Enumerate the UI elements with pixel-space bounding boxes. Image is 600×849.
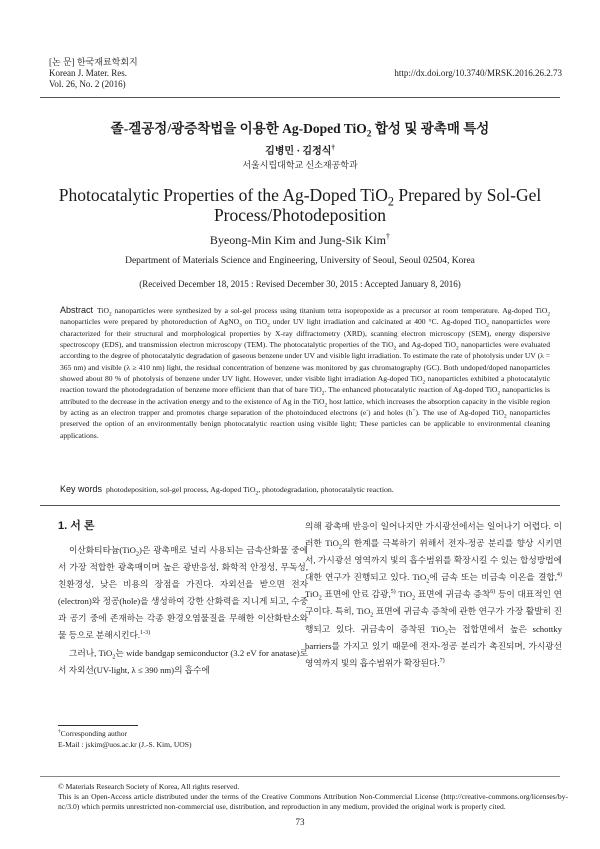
author-email: E-Mail : jskim@uos.ac.kr (J.-S. Kim, UOS) — [58, 739, 192, 749]
title-en: Photocatalytic Properties of the Ag-Doped TiO$_2$ Prepared by Sol-Gel Process/Photodeposition — [58, 185, 542, 225]
page-number: 73 — [295, 817, 305, 827]
copyright-notice — [58, 782, 568, 813]
header-rule — [40, 97, 560, 98]
keywords — [60, 484, 550, 497]
footnote-rule — [58, 725, 138, 726]
copyright-line: © Materials Research Society of Korea, All rights reserved. — [58, 782, 240, 791]
footnote — [58, 729, 308, 750]
doi-link[interactable]: http://dx.doi.org/10.3740/MRSK.2016.26.2.73 — [394, 68, 562, 78]
keywords-label: Key words — [60, 484, 103, 494]
affiliation-ko: 서울시립대학교 신소재공학과 — [242, 160, 358, 170]
journal-info — [49, 57, 138, 90]
received-dates: (Received December 18, 2015 : Revised December 30, 2015 : Accepted January 8, 2016) — [139, 279, 461, 289]
abstract-body: TiO$_2$ nanoparticles were synthesized by a sol-gel process using titanium tetra isopropoxide as a precursor at room temperature. Ag-doped TiO$_2$ nanoparticles were prepared by photoreduction of AgNO$_3$ on TiO$_2$ under UV light irradiation and calcinated at 400 °C. Ag-doped TiO$_2$ nanoparticles were characterized for their structural and morphological properties by X-ray diffractometry (XRD), scanning electron microscopy (SEM), energy dispersive spectroscopy (EDS), and transmission electron microscopy (TEM). The photocatalytic properties of the TiO$_2$ and Ag-doped TiO$_2$ nanoparticles were evaluated according to the degree of photocatalytic degradation of gaseous benzene under UV and visible light irradiation. To estimate the rate of photolysis under UV (λ = 365 nm) and visible (λ ≥ 410 nm) light, the residual concentration of benzene was monitored by gas chromatography (GC). Both undoped/doped nanoparticles showed about 80 % of photolysis of benzene under UV light. However, under visible light irradiation Ag-doped TiO$_2$ nanoparticles exhibited a photocatalytic reaction toward the photodegradation of benzene more efficient than that of bare TiO$_2$. The enhanced photocatalytic reaction of Ag-doped TiO$_2$ nanoparticles is attributed to the decrease in the activation energy and to the existence of Ag in the TiO$_2$ host lattice, which increases the absorption capacity in the visible region by acting as an electron trapper and promotes charge separation of the photoinduced electrons (e-) and holes (h+). The use of Ag-doped TiO$_2$ nanoparticles preserved the option of an environmentally benign photocatalytic reaction using visible light; These particles can be applicable to environmental cleaning applications. — [60, 306, 551, 440]
journal-volume: Vol. 26, No. 2 (2016) — [49, 79, 126, 89]
body-text-left-column: 이산화티타늄(TiO$_2$)은 광촉매로 널리 사용되는 금속산화물 중에서 가장 적합한 광촉매이며 높은 광반응성, 화학적 안정성, 무독성, 친환경성, 낮은 비용의 장점을 가진다. 자외선을 받으면 전자(electron)와 정공(hole)을 생성하여 강한 산화력을 지니게 되고, 수중과 공기 중에 존재하는 각종 환경오염물질을 무해한 이산화탄소와 물 등으로 분해시킨다.$^{1-3)}$ 그러나, TiO$_2$는 wide bandgap semiconductor (3.2 eV for anatase)로서 자외선(UV-light, λ ≤ 390 nm)의 흡수에 — [58, 545, 308, 675]
affiliation-en: Department of Materials Science and Engineering, University of Seoul, Seoul 02504, Korea — [125, 256, 475, 266]
journal-name-en: Korean J. Mater. Res. — [49, 68, 127, 78]
corresponding-author: †Corresponding author — [58, 728, 128, 738]
section-rule — [40, 505, 560, 506]
copyright-rule — [40, 776, 560, 777]
abstract-label: Abstract — [60, 305, 94, 315]
license-text: This is an Open-Access article distributed under the terms of the Creative Commons Attribution Non-Commercial License (http://creative-commons.org/licenses/by-nc/3.0) which permits unrestricted non-commercial use, distribution, and reproduction in any medium, provided the original work is properly cited. — [58, 792, 568, 812]
keywords-body: photodeposition, sol-gel process, Ag-doped TiO$_2$, photodegradation, photocatalytic reaction. — [106, 485, 394, 497]
authors-en: Byeong-Min Kim and Jung-Sik Kim† — [209, 232, 391, 247]
abstract — [60, 305, 550, 441]
authors-ko: 김병민 · 김정식† — [265, 143, 335, 157]
title-ko: 졸-겔공정/광증착법을 이용한 Ag-Doped TiO$_2$ 합성 및 광촉매 특성 — [110, 121, 490, 140]
journal-name-ko: [논 문] 한국재료학회지 — [49, 57, 138, 67]
section-heading-introduction: 1. 서 론 — [58, 520, 95, 532]
body-text-right-column: 의해 광촉매 반응이 일어나지만 가시광선에서는 일어나기 어렵다. 이러한 TiO$_2$의 한계를 극복하기 위해서 전자-정공 분리를 향상 시키면서, 가시광선 영역까지 빛의 흡수범위를 확장시킬 수 있는 합성방법에 대한 연구가 진행되고 있다. TiO$_2$에 금속 또는 비금속 이온을 결합,$^{4)}$ TiO$_2$ 표면에 안료 감광,$^{5)}$ TiO$_2$ 표면에 귀금속 증착$^{6)}$ 등이 대표적인 연구이다. 특히, TiO$_2$ 표면에 귀금속 증착에 관한 연구가 가장 활발히 진행되고 있다. 귀금속이 증착된 TiO$_2$는 접합면에서 높은 schottky barriers를 가지고 있기 때문에 전자-정공 분리가 촉진되며, 가시광선 영역까지 빛의 흡수범위가 확장된다.$^{7)}$ — [305, 521, 563, 668]
